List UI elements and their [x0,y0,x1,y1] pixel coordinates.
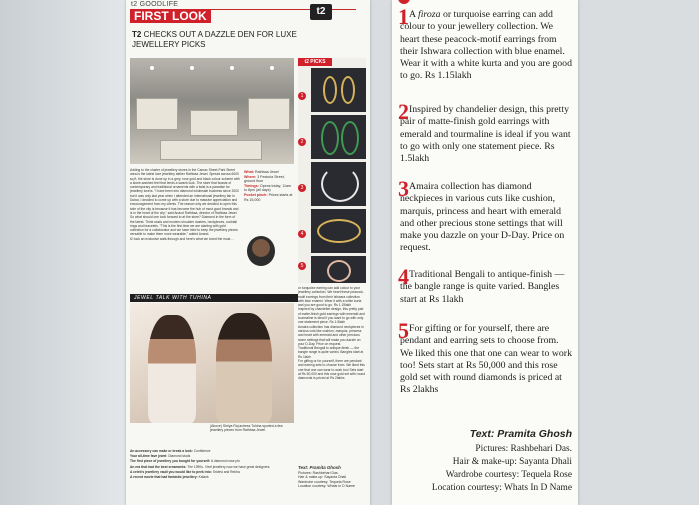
info-pocket: Prices starts at Rs 15,000 [244,192,293,202]
actress-figure [216,313,272,423]
display-cabinet [136,98,178,130]
pick-photo-neckpiece [311,162,366,206]
pick-number: 3 [298,184,306,192]
earring [323,76,337,104]
item-number: 2 [398,99,409,124]
earring [341,121,359,155]
qa-answer: Sridevi and Rekha [212,469,240,474]
info-box [244,170,294,202]
necklace [321,166,359,202]
pick-number: 2 [298,138,306,146]
qa-answer: The 1990s. I feel jewellery now we have great designers. [187,464,271,469]
small-credit-text: Text: Pramita Ghosh [298,465,341,470]
display-cabinet [248,98,290,130]
ceiling-light [150,66,154,70]
credit-wardrobe: Wardrobe courtesy: Tequela Rose [445,470,572,480]
item-body: or turquoise earring can add colour to your jewellery collection. We heart these peacock-motif earrings from their Ishwara collection with blue enamel. Wear it with a white kurta and you are good to go. Rs 1.15lakh [400,9,572,82]
earring [341,76,355,104]
pick-photo-pendant-set [311,256,366,283]
earring [321,121,339,155]
background-left [0,0,126,505]
right-page [392,0,578,505]
item-number: 4 [398,264,409,289]
pick-photo-earrings [311,68,366,112]
qa-answer: Confidence [193,449,211,453]
info-where-label: Where: [244,174,257,179]
headline-text: CHECKS OUT A DAZZLE DEN FOR LUXE JEWELLERY PICKS [132,30,297,49]
qa-answer: Kalank [198,475,209,480]
jewel-talk-banner: JEWEL TALK WITH TUHINA [130,294,298,302]
qa-question: An era that had the best ornaments: [130,464,187,469]
qa-answer: A diamond nose pin [210,459,240,464]
qa-question: An accessory can make or break a look: [130,449,193,453]
small-credit-line: Pictures: Rashbehari Das. [298,470,339,475]
store-photo [130,58,294,164]
item-number: 5 [398,318,409,343]
pick-number: 4 [298,230,306,238]
small-credit-line: Hair & make-up: Sayanta Dhali [298,475,347,480]
pick-photo-chandelier-earrings [311,115,366,159]
display-cabinet [190,110,238,136]
item-text: Traditional Bengali to antique-finish — the bangle range is quite varied. Bangles start at Rs 1lakh [400,269,565,305]
ceiling-light [270,66,274,70]
qa-item [130,475,294,480]
pendant [327,260,351,282]
item-text: Amaira collection has diamond neckpieces in various cuts like cushion, marquis, princess and heart with emerald and other precious stone settings that will make you dazzle on your D-Day. Price on request. [400,181,565,254]
ceiling-light [230,66,234,70]
info-what: Rathbaa Jewel [254,170,279,174]
qa-question: The first piece of jewellery you bought for yourself: [130,459,211,464]
pick-number: 5 [298,262,306,270]
actress-figure [148,315,196,423]
t2-picks-column [298,58,366,283]
small-item: For gifting or for yourself, there are pendant and earring sets to choose from. We liked this one that one can wear to work too! Sets start at Rs 50,000 and this rose gold set with round diamonds is priced at Rs 2lakhs [298,359,366,381]
credit-hair-makeup: Hair & make-up: Sayanta Dhali [452,457,572,467]
left-page [126,0,370,505]
pick-photo-bangles [311,209,366,253]
qa-question: Your all-time fave jewel: [130,454,168,459]
director-portrait [247,236,275,266]
small-credit-line: Location courtesy: Whats In D Name [298,484,355,489]
item-prefix: A [409,9,418,20]
qa-question: A celeb's jewellery vault you would like to peek into: [130,469,212,474]
small-item: Inspired by chandelier design, this pretty pair of matte-finish gold earrings with emerald and tourmaline is ideal if you want to go with only one statement piece. Rs 1.5lakh [298,307,365,325]
item-number: 3 [398,176,409,201]
qa-question: A recent movie that had fantastic jewellery: [130,475,198,480]
item-number: 1 [398,4,409,29]
info-where: 3 Festuria Street, ground floor [244,174,285,184]
section-title: FIRST LOOK [130,9,211,23]
credit-pictures: Pictures: Rashbehari Das. [475,444,572,454]
actress-photo [130,303,294,423]
item-text: Inspired by chandelier design, this pretty pair of matte-finish gold earrings with emerald and tourmaline is ideal if you want to go with only one statement piece. Rs 1.5lakh [400,104,571,165]
ceiling-light [190,66,194,70]
picks-small-text [298,286,366,381]
item-text [398,4,572,83]
small-credits [298,466,366,489]
item-text: For gifting or for yourself, there are pendant and earring sets to choose from. We liked this one that one can wear to work too! Sets start at Rs 50,000 and this rose gold set with round diamonds is priced at Rs 2lakhs [400,323,572,396]
small-item: or turquoise earring can add colour to your jewellery collection. We heart these peacock-motif earrings from their Ishwara collection with blue enamel. Wear it with a white kurta and you are good to go. Rs 1.15lakh [298,286,364,308]
small-item: Traditional Bengali to antique-finish — the bangle range is quite varied. Bangles start at Rs 1lakh [298,346,364,359]
info-timings-label: Timings: [244,183,259,188]
t2-logo: t2 [310,4,332,20]
bangle [317,219,361,243]
small-credit-line: Wardrobe courtesy: Tequela Rose [298,479,351,484]
info-pocket-label: Pocket pinch: [244,192,268,197]
article-body: Adding to the cluster of jewellery stores in the Camac Street-Park Street area is the latest luxe jewellery atelier Rathbaa Jewel. Spread across 6000 sq ft, the store is done up in a grey, rose gold and black colour scheme with a stone-washed feel that lends a swank look. The store that boasts of contemporary and traditional ornaments with a twist is a paradise for jewellery lovers. "I have been into diamond wholesale business since 2000 but it was only last year when I attended an international jewellery fair in Dubai, I decided to come up with a store due to massive appreciation and encouragement from my clients. The reason why we decided to open this side of the city is because it has become the hub of most good brands and is in the heart of the city," said Anand Rathbaa, director of Rathbaa Jewel. So what should one look forward to at the store? Diamond in the form of the latest. Think studs and modern shoulder dusters, neckpieces, cocktail rings and bracelets. "This is the first time we are starting with gold collection for a collaborator and we have tried to keep the jewellery pieces versatile to make them more wearable," added Anand. t2 took an exclusive walk-through and here's what we loved the most… [130,168,240,241]
qa-list [130,449,294,480]
item-emphasis: firoza [417,9,441,20]
caption-text: (Above) Shriya Raj actress Tuhina sported a few jewellery pieces from Rathbaa Jewel. [210,424,283,433]
kicker: t2 GOODLIFE [131,1,179,8]
pick-number: 1 [298,92,306,100]
t2-picks-header: t2 PICKS [298,58,332,66]
info-timings: Opens today; 11am to 8pm (all days) [244,183,292,193]
headline [132,30,307,50]
small-item: Amaira collection has diamond neckpieces in various cuts like cushion, marquis, princess and heart with emerald and other precious stone settings that will make you dazzle on your D-Day. Price on request. [298,324,364,346]
qa-answer: Diamond studs [168,454,191,459]
headline-brand: T2 [132,30,142,39]
credit-text: Text: Pramita Ghosh [469,428,572,440]
photo-caption [210,424,294,433]
display-counter [160,140,262,160]
credit-location: Location courtesy: Whats In D Name [431,483,572,493]
info-what-label: What: [244,170,254,174]
